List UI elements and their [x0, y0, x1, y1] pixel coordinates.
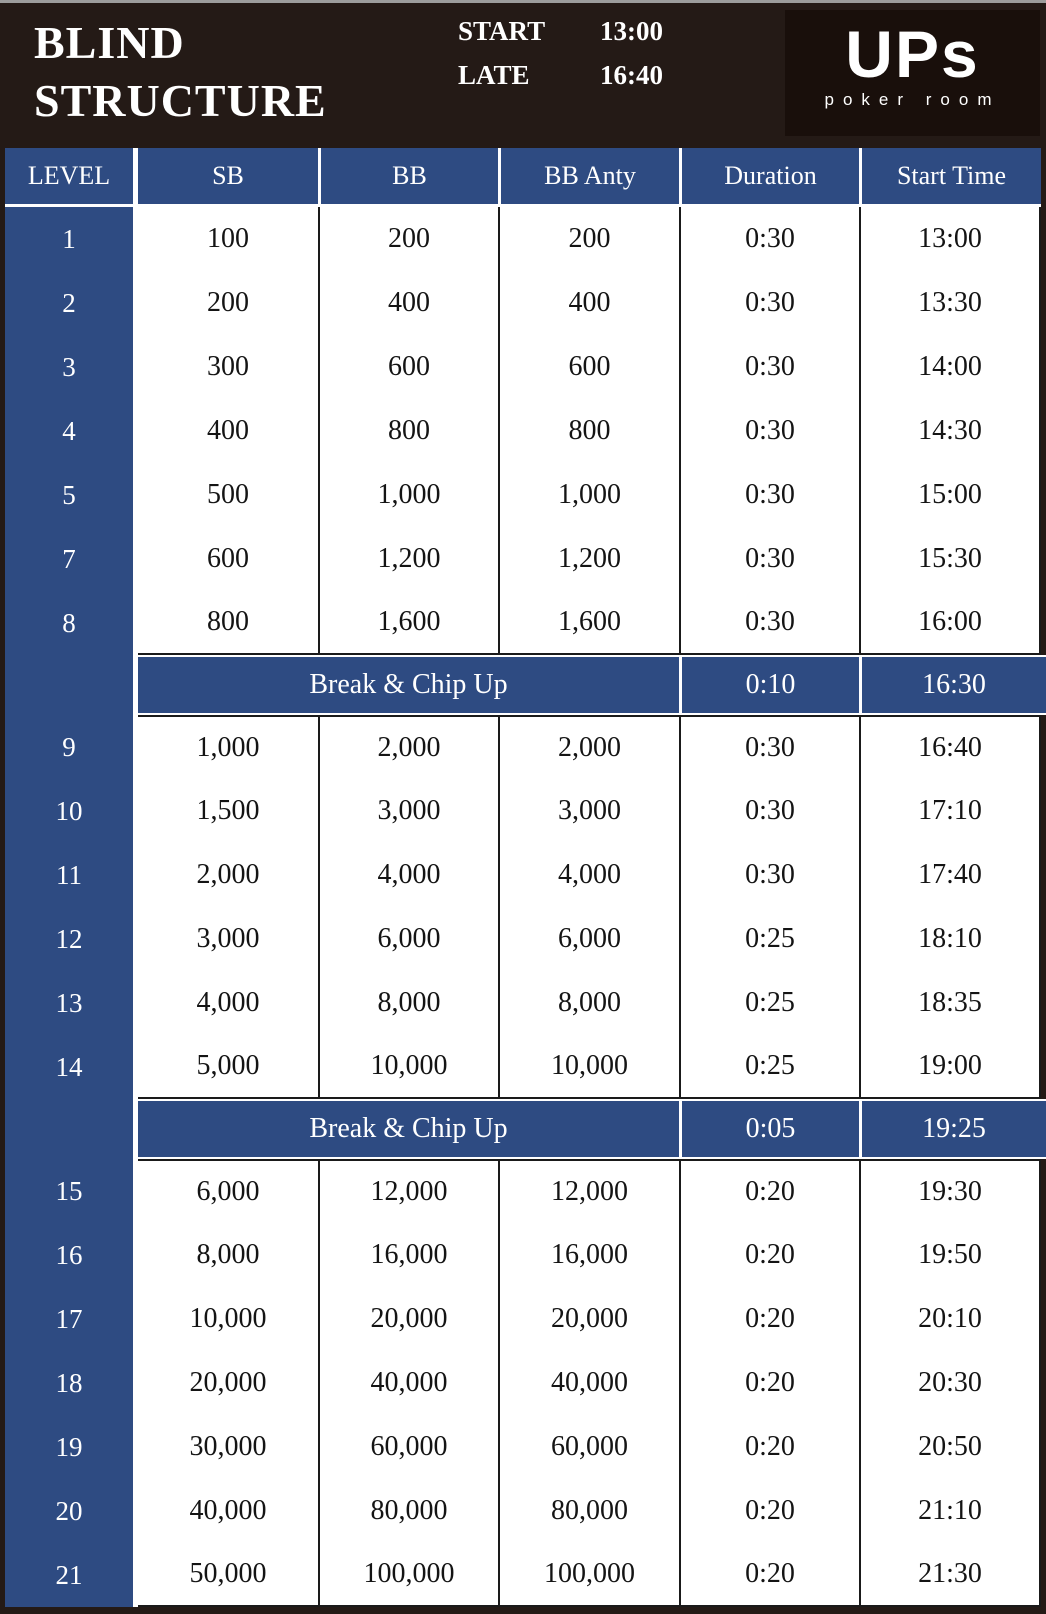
start-time-cell: 19:00 — [859, 1035, 1041, 1097]
start-time-cell: 20:30 — [859, 1351, 1041, 1415]
header-level: LEVEL — [5, 148, 133, 204]
bb-cell: 20,000 — [318, 1287, 498, 1351]
table-row-level-14 — [5, 1035, 1041, 1099]
bb-cell: 3,000 — [318, 779, 498, 843]
sb-cell: 1,500 — [138, 779, 318, 843]
level-cell: 8 — [5, 591, 133, 655]
duration-cell: 0:20 — [679, 1543, 859, 1605]
bb-cell: 400 — [318, 271, 498, 335]
start-time-cell: 20:50 — [859, 1415, 1041, 1479]
header-cells — [138, 148, 1041, 204]
bb-ante-cell: 4,000 — [498, 843, 679, 907]
level-cell: 13 — [5, 971, 133, 1035]
level-cell: 7 — [5, 527, 133, 591]
bb-cell: 600 — [318, 335, 498, 399]
start-time-cell: 15:00 — [859, 463, 1041, 527]
poker-room-logo — [785, 10, 1040, 136]
row-cells — [138, 1351, 1041, 1415]
start-time-cell: 18:35 — [859, 971, 1041, 1035]
sb-cell: 20,000 — [138, 1351, 318, 1415]
start-time-value: 13:00 — [600, 16, 663, 46]
table-row-level-20 — [5, 1479, 1041, 1543]
bb-ante-cell: 3,000 — [498, 779, 679, 843]
start-time-cell: 15:30 — [859, 527, 1041, 591]
bb-ante-cell: 10,000 — [498, 1035, 679, 1097]
duration-cell: 0:25 — [679, 907, 859, 971]
bb-cell: 200 — [318, 207, 498, 271]
bb-ante-cell: 800 — [498, 399, 679, 463]
start-label: START — [458, 16, 546, 46]
bb-ante-cell: 80,000 — [498, 1479, 679, 1543]
level-cell: 15 — [5, 1159, 133, 1223]
sb-cell: 500 — [138, 463, 318, 527]
start-time-cell: 20:10 — [859, 1287, 1041, 1351]
duration-cell: 0:30 — [679, 843, 859, 907]
start-time-cell: 16:00 — [859, 591, 1041, 653]
level-cell: 4 — [5, 399, 133, 463]
duration-cell: 0:10 — [682, 657, 859, 713]
top-banner — [0, 0, 1046, 148]
row-cells — [138, 1159, 1041, 1223]
sb-cell: 2,000 — [138, 843, 318, 907]
sb-cell: 3,000 — [138, 907, 318, 971]
start-time-cell: 17:10 — [859, 779, 1041, 843]
start-time-cell: 13:30 — [859, 271, 1041, 335]
header-bb-ante: BB Anty — [498, 148, 679, 204]
table-row-level-16 — [5, 1223, 1041, 1287]
start-time-cell: 19:25 — [862, 1101, 1046, 1157]
table-row-level-4 — [5, 399, 1041, 463]
table-header-row — [5, 148, 1041, 207]
blind-structure-table — [5, 148, 1041, 1607]
table-row-level-13 — [5, 971, 1041, 1035]
start-time-cell: 21:30 — [859, 1543, 1041, 1605]
late-time-row — [458, 60, 663, 91]
start-time-cell: 16:30 — [862, 657, 1046, 713]
row-cells — [138, 1479, 1041, 1543]
start-time-cell: 19:50 — [859, 1223, 1041, 1287]
start-time-cell: 16:40 — [859, 717, 1041, 779]
level-cell: 9 — [5, 715, 133, 779]
bb-cell: 2,000 — [318, 717, 498, 779]
row-cells — [138, 779, 1041, 843]
bb-ante-cell: 600 — [498, 335, 679, 399]
level-cell: 14 — [5, 1035, 133, 1099]
bb-cell: 800 — [318, 399, 498, 463]
bb-ante-cell: 400 — [498, 271, 679, 335]
duration-cell: 0:20 — [679, 1223, 859, 1287]
late-label: LATE — [458, 60, 530, 90]
level-cell: 2 — [5, 271, 133, 335]
times-block — [458, 16, 663, 104]
duration-cell: 0:20 — [679, 1415, 859, 1479]
duration-cell: 0:30 — [679, 207, 859, 271]
duration-cell: 0:30 — [679, 717, 859, 779]
start-time-cell: 14:00 — [859, 335, 1041, 399]
row-cells — [138, 591, 1041, 655]
break-label-cell: Break & Chip Up — [138, 1101, 679, 1157]
bb-ante-cell: 6,000 — [498, 907, 679, 971]
bb-cell: 12,000 — [318, 1161, 498, 1223]
page-title-line1: BLIND — [34, 17, 185, 68]
sb-cell: 50,000 — [138, 1543, 318, 1605]
bb-cell: 1,000 — [318, 463, 498, 527]
break-row — [5, 655, 1041, 715]
duration-cell: 0:30 — [679, 591, 859, 653]
break-cells — [138, 1099, 1046, 1159]
level-cell: 17 — [5, 1287, 133, 1351]
header-bb: BB — [318, 148, 498, 204]
duration-cell: 0:20 — [679, 1479, 859, 1543]
table-row-level-21 — [5, 1543, 1041, 1607]
sb-cell: 200 — [138, 271, 318, 335]
level-cell: 21 — [5, 1543, 133, 1607]
start-time-cell: 18:10 — [859, 907, 1041, 971]
sb-cell: 8,000 — [138, 1223, 318, 1287]
bb-ante-cell: 100,000 — [498, 1543, 679, 1605]
break-cells — [138, 655, 1046, 715]
page-title-line2: STRUCTURE — [34, 75, 327, 126]
header-duration: Duration — [679, 148, 859, 204]
bb-cell: 6,000 — [318, 907, 498, 971]
sb-cell: 300 — [138, 335, 318, 399]
duration-cell: 0:30 — [679, 779, 859, 843]
start-time-row — [458, 16, 663, 47]
row-cells — [138, 463, 1041, 527]
duration-cell: 0:05 — [682, 1101, 859, 1157]
duration-cell: 0:20 — [679, 1161, 859, 1223]
row-cells — [138, 207, 1041, 271]
row-cells — [138, 527, 1041, 591]
table-row-level-11 — [5, 843, 1041, 907]
row-cells — [138, 1223, 1041, 1287]
bb-ante-cell: 1,600 — [498, 591, 679, 653]
bb-cell: 16,000 — [318, 1223, 498, 1287]
table-row-level-1 — [5, 207, 1041, 271]
start-time-cell: 21:10 — [859, 1479, 1041, 1543]
bb-ante-cell: 2,000 — [498, 717, 679, 779]
duration-cell: 0:20 — [679, 1287, 859, 1351]
row-cells — [138, 1035, 1041, 1099]
row-cells — [138, 335, 1041, 399]
bb-ante-cell: 12,000 — [498, 1161, 679, 1223]
bb-ante-cell: 200 — [498, 207, 679, 271]
sb-cell: 600 — [138, 527, 318, 591]
bb-cell: 100,000 — [318, 1543, 498, 1605]
duration-cell: 0:30 — [679, 271, 859, 335]
bb-ante-cell: 8,000 — [498, 971, 679, 1035]
duration-cell: 0:30 — [679, 463, 859, 527]
row-cells — [138, 1287, 1041, 1351]
level-cell: 16 — [5, 1223, 133, 1287]
bb-ante-cell: 60,000 — [498, 1415, 679, 1479]
bb-cell: 40,000 — [318, 1351, 498, 1415]
bb-ante-cell: 1,000 — [498, 463, 679, 527]
duration-cell: 0:30 — [679, 399, 859, 463]
table-row-level-17 — [5, 1287, 1041, 1351]
bb-ante-cell: 40,000 — [498, 1351, 679, 1415]
table-row-level-8 — [5, 591, 1041, 655]
sb-cell: 4,000 — [138, 971, 318, 1035]
level-cell-empty — [5, 655, 133, 715]
sb-cell: 10,000 — [138, 1287, 318, 1351]
level-cell: 1 — [5, 207, 133, 271]
level-cell: 19 — [5, 1415, 133, 1479]
table-row-level-18 — [5, 1351, 1041, 1415]
start-time-cell: 14:30 — [859, 399, 1041, 463]
table-row-level-10 — [5, 779, 1041, 843]
level-cell: 12 — [5, 907, 133, 971]
break-row — [5, 1099, 1041, 1159]
duration-cell: 0:25 — [679, 971, 859, 1035]
bb-cell: 8,000 — [318, 971, 498, 1035]
row-cells — [138, 843, 1041, 907]
header-sb: SB — [138, 148, 318, 204]
table-row-level-12 — [5, 907, 1041, 971]
table-row-level-3 — [5, 335, 1041, 399]
start-time-cell: 13:00 — [859, 207, 1041, 271]
sb-cell: 400 — [138, 399, 318, 463]
bb-cell: 80,000 — [318, 1479, 498, 1543]
row-cells — [138, 399, 1041, 463]
bb-cell: 10,000 — [318, 1035, 498, 1097]
row-cells — [138, 1415, 1041, 1479]
table-row-level-15 — [5, 1159, 1041, 1223]
level-cell-empty — [5, 1099, 133, 1159]
sb-cell: 100 — [138, 207, 318, 271]
start-time-cell: 19:30 — [859, 1161, 1041, 1223]
late-time-value: 16:40 — [600, 60, 663, 90]
bb-ante-cell: 20,000 — [498, 1287, 679, 1351]
duration-cell: 0:25 — [679, 1035, 859, 1097]
duration-cell: 0:20 — [679, 1351, 859, 1415]
level-cell: 18 — [5, 1351, 133, 1415]
sb-cell: 40,000 — [138, 1479, 318, 1543]
level-cell: 5 — [5, 463, 133, 527]
bb-cell: 4,000 — [318, 843, 498, 907]
table-row-level-5 — [5, 463, 1041, 527]
sb-cell: 6,000 — [138, 1161, 318, 1223]
row-cells — [138, 1543, 1041, 1607]
bb-ante-cell: 1,200 — [498, 527, 679, 591]
row-cells — [138, 971, 1041, 1035]
row-cells — [138, 715, 1041, 779]
duration-cell: 0:30 — [679, 527, 859, 591]
level-cell: 11 — [5, 843, 133, 907]
logo-subtitle: poker room — [824, 90, 1001, 109]
sb-cell: 1,000 — [138, 717, 318, 779]
sb-cell: 5,000 — [138, 1035, 318, 1097]
break-label-cell: Break & Chip Up — [138, 657, 679, 713]
header-start-time: Start Time — [859, 148, 1041, 204]
level-cell: 3 — [5, 335, 133, 399]
sb-cell: 30,000 — [138, 1415, 318, 1479]
level-cell: 20 — [5, 1479, 133, 1543]
table-row-level-2 — [5, 271, 1041, 335]
duration-cell: 0:30 — [679, 335, 859, 399]
level-cell: 10 — [5, 779, 133, 843]
bb-cell: 1,600 — [318, 591, 498, 653]
bb-cell: 60,000 — [318, 1415, 498, 1479]
logo-wordmark: UPs — [845, 17, 980, 91]
table-row-level-19 — [5, 1415, 1041, 1479]
page-title — [34, 14, 327, 130]
bb-ante-cell: 16,000 — [498, 1223, 679, 1287]
bb-cell: 1,200 — [318, 527, 498, 591]
sb-cell: 800 — [138, 591, 318, 653]
start-time-cell: 17:40 — [859, 843, 1041, 907]
row-cells — [138, 907, 1041, 971]
table-row-level-9 — [5, 715, 1041, 779]
table-row-level-7 — [5, 527, 1041, 591]
row-cells — [138, 271, 1041, 335]
